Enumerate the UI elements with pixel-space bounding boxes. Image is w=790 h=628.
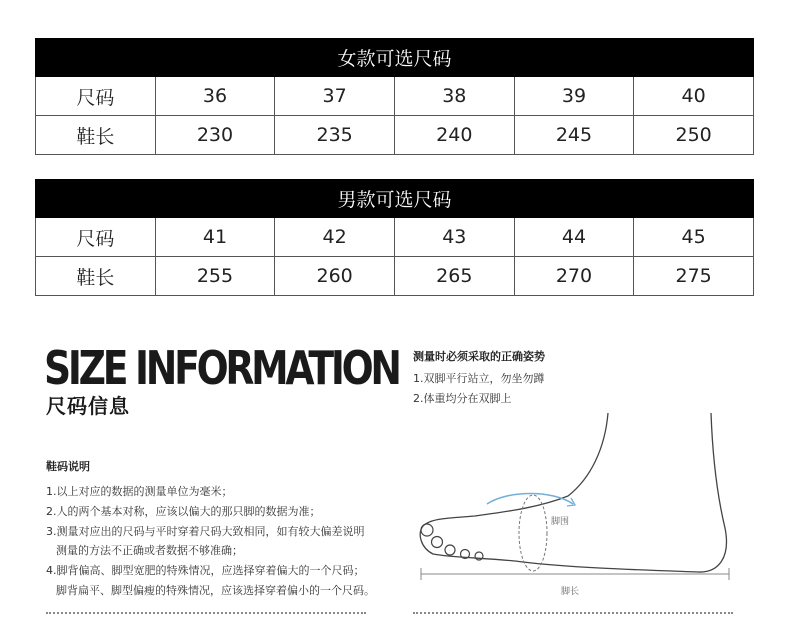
women-size-table [35, 38, 754, 155]
toe-shape [432, 537, 443, 548]
note-line: 2.人的两个基本对称，应该以偏大的那只脚的数据为准； [46, 505, 321, 518]
men-table-title: 男款可选尺码 [36, 180, 754, 218]
length-cell: 270 [514, 257, 634, 296]
size-cell: 43 [394, 218, 514, 257]
length-cell: 250 [634, 116, 754, 155]
note-line: 脚背扁平、脚型偏瘦的特殊情况，应该选择穿着偏小的一个尺码。 [56, 584, 375, 597]
girth-label: 脚围 [551, 517, 570, 527]
size-cell: 42 [275, 218, 395, 257]
size-cell: 39 [514, 77, 634, 116]
size-information-subtitle: 尺码信息 [46, 394, 130, 418]
size-cell: 37 [275, 77, 395, 116]
women-table-title: 女款可选尺码 [36, 39, 754, 77]
length-row-label: 鞋长 [36, 116, 156, 155]
foot-outline [420, 413, 726, 572]
size-information-title: SIZE INFORMATION [44, 341, 399, 395]
length-label: 脚长 [561, 587, 580, 597]
measure-heading: 测量时必须采取的正确姿势 [413, 350, 545, 363]
note-line: 3.测量对应出的尺码与平时穿着尺码大致相同，如有较大偏差说明 [46, 525, 365, 538]
note-line: 测量的方法不正确或者数据不够准确； [56, 544, 243, 557]
length-cell: 245 [514, 116, 634, 155]
size-cell: 40 [634, 77, 754, 116]
foot-illustration [413, 408, 743, 602]
dotted-divider [413, 612, 733, 614]
toe-shape [445, 545, 455, 555]
size-row-label: 尺码 [36, 77, 156, 116]
length-cell: 230 [155, 116, 275, 155]
note-line: 1.以上对应的数据的测量单位为毫米； [46, 485, 233, 498]
size-row-label: 尺码 [36, 218, 156, 257]
length-cell: 235 [275, 116, 395, 155]
measure-line: 1.双脚平行站立，勿坐勿蹲 [413, 372, 545, 385]
size-cell: 38 [394, 77, 514, 116]
table-row [36, 257, 754, 296]
length-cell: 265 [394, 257, 514, 296]
table-row [36, 77, 754, 116]
table-row [36, 116, 754, 155]
men-size-table [35, 179, 754, 296]
size-cell: 41 [155, 218, 275, 257]
dotted-divider [46, 612, 366, 614]
length-cell: 260 [275, 257, 395, 296]
measure-line: 2.体重均分在双脚上 [413, 392, 512, 405]
length-row-label: 鞋长 [36, 257, 156, 296]
note-line: 4.脚背偏高、脚型宽肥的特殊情况，应选择穿着偏大的一个尺码； [46, 564, 365, 577]
table-row [36, 218, 754, 257]
toe-shape [421, 524, 433, 536]
size-cell: 45 [634, 218, 754, 257]
size-cell: 44 [514, 218, 634, 257]
size-cell: 36 [155, 77, 275, 116]
notes-heading: 鞋码说明 [46, 460, 90, 473]
length-cell: 275 [634, 257, 754, 296]
length-cell: 255 [155, 257, 275, 296]
length-cell: 240 [394, 116, 514, 155]
